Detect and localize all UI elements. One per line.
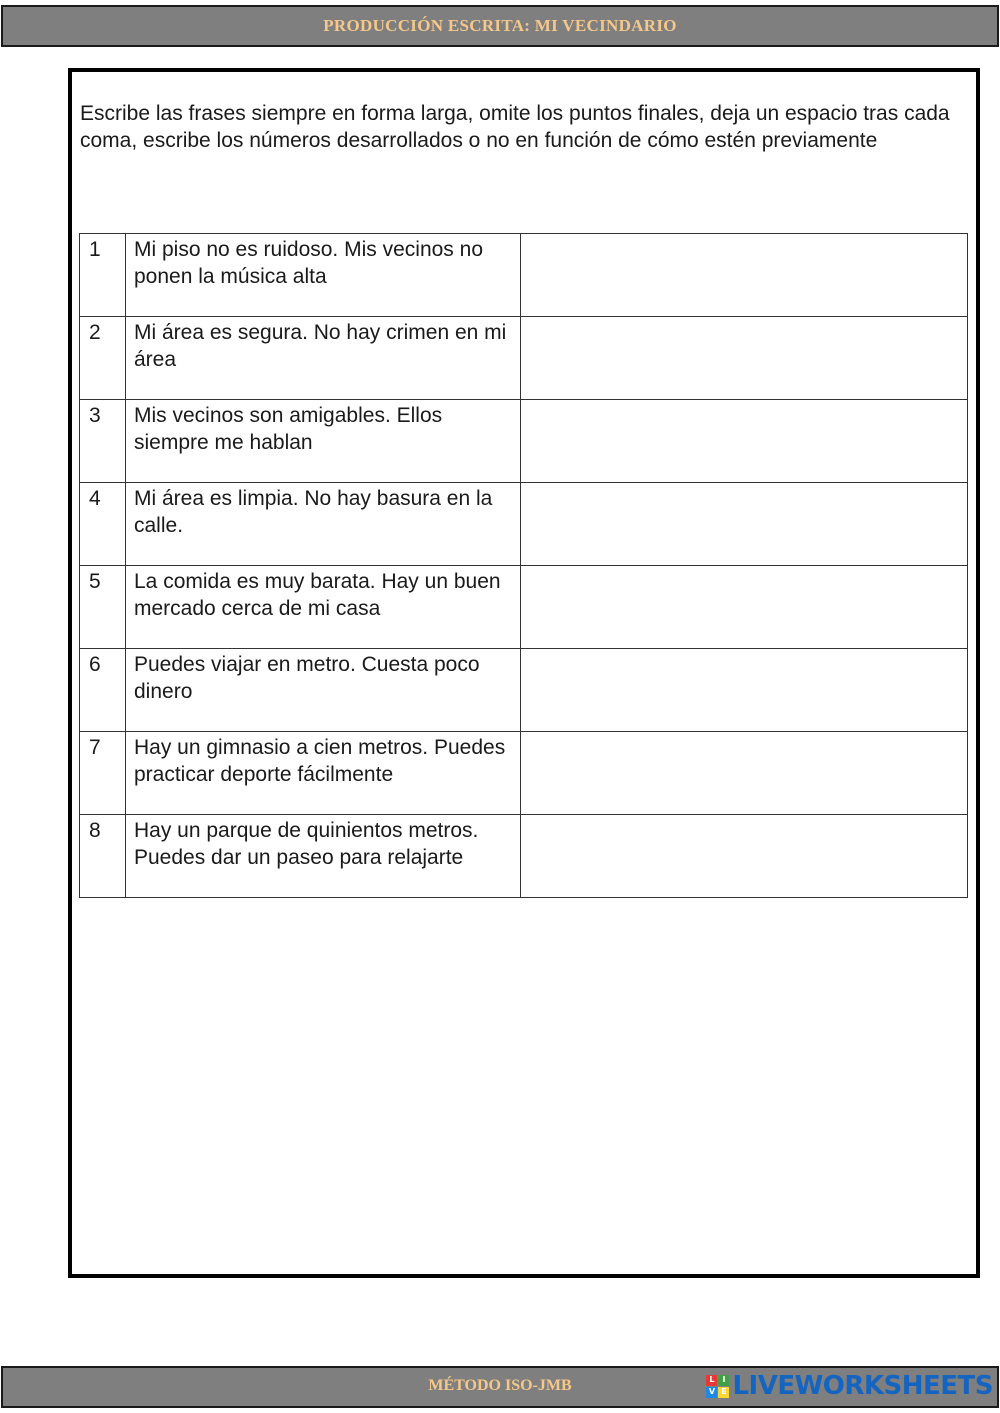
answer-input[interactable] bbox=[521, 649, 967, 729]
answer-input[interactable] bbox=[521, 732, 967, 812]
exercise-table bbox=[79, 233, 968, 898]
logo-square: V bbox=[706, 1387, 717, 1398]
liveworksheets-logo-icon bbox=[706, 1375, 729, 1398]
instructions-text: Escribe las frases siempre en forma larga, omite los puntos finales, deja un espacio tras cada coma, escribe los números desarrollados o no en función de cómo estén previamente bbox=[80, 102, 950, 152]
table-row bbox=[80, 317, 968, 400]
exercise-sentence: Mi área es segura. No hay crimen en mi área bbox=[126, 317, 521, 400]
footer-bar bbox=[1, 1366, 999, 1408]
exercise-number: 5 bbox=[80, 566, 126, 649]
answer-input[interactable] bbox=[521, 317, 967, 397]
worksheet-frame bbox=[68, 68, 980, 1278]
logo-square: I bbox=[718, 1375, 729, 1386]
exercise-sentence: Hay un parque de quinientos metros. Puedes dar un paseo para relajarte bbox=[126, 815, 521, 898]
exercise-table-body bbox=[80, 234, 968, 898]
answer-cell bbox=[521, 483, 968, 566]
table-row bbox=[80, 400, 968, 483]
exercise-number: 6 bbox=[80, 649, 126, 732]
answer-cell bbox=[521, 566, 968, 649]
table-row bbox=[80, 483, 968, 566]
exercise-sentence: La comida es muy barata. Hay un buen mercado cerca de mi casa bbox=[126, 566, 521, 649]
liveworksheets-logo-text: LIVEWORKSHEETS bbox=[732, 1371, 993, 1401]
exercise-number: 2 bbox=[80, 317, 126, 400]
header-bar bbox=[1, 5, 999, 47]
answer-input[interactable] bbox=[521, 483, 967, 563]
logo-square: E bbox=[718, 1387, 729, 1398]
exercise-sentence: Hay un gimnasio a cien metros. Puedes practicar deporte fácilmente bbox=[126, 732, 521, 815]
table-row bbox=[80, 815, 968, 898]
table-row bbox=[80, 234, 968, 317]
answer-input[interactable] bbox=[521, 400, 967, 480]
exercise-number: 3 bbox=[80, 400, 126, 483]
exercise-sentence: Mis vecinos son amigables. Ellos siempre me hablan bbox=[126, 400, 521, 483]
exercise-sentence: Mi piso no es ruidoso. Mis vecinos no ponen la música alta bbox=[126, 234, 521, 317]
exercise-number: 4 bbox=[80, 483, 126, 566]
table-row bbox=[80, 566, 968, 649]
answer-cell bbox=[521, 815, 968, 898]
logo-square: L bbox=[706, 1375, 717, 1386]
table-row bbox=[80, 732, 968, 815]
answer-cell bbox=[521, 400, 968, 483]
page-title: PRODUCCIÓN ESCRITA: MI VECINDARIO bbox=[323, 16, 677, 35]
exercise-number: 7 bbox=[80, 732, 126, 815]
exercise-number: 8 bbox=[80, 815, 126, 898]
liveworksheets-logo[interactable] bbox=[706, 1373, 993, 1399]
exercise-sentence: Puedes viajar en metro. Cuesta poco dinero bbox=[126, 649, 521, 732]
answer-input[interactable] bbox=[521, 815, 967, 895]
exercise-sentence: Mi área es limpia. No hay basura en la calle. bbox=[126, 483, 521, 566]
answer-cell bbox=[521, 732, 968, 815]
answer-input[interactable] bbox=[521, 566, 967, 646]
answer-cell bbox=[521, 649, 968, 732]
answer-input[interactable] bbox=[521, 234, 967, 314]
exercise-number: 1 bbox=[80, 234, 126, 317]
footer-text: MÉTODO ISO-JMB bbox=[428, 1377, 572, 1394]
table-row bbox=[80, 649, 968, 732]
answer-cell bbox=[521, 234, 968, 317]
answer-cell bbox=[521, 317, 968, 400]
